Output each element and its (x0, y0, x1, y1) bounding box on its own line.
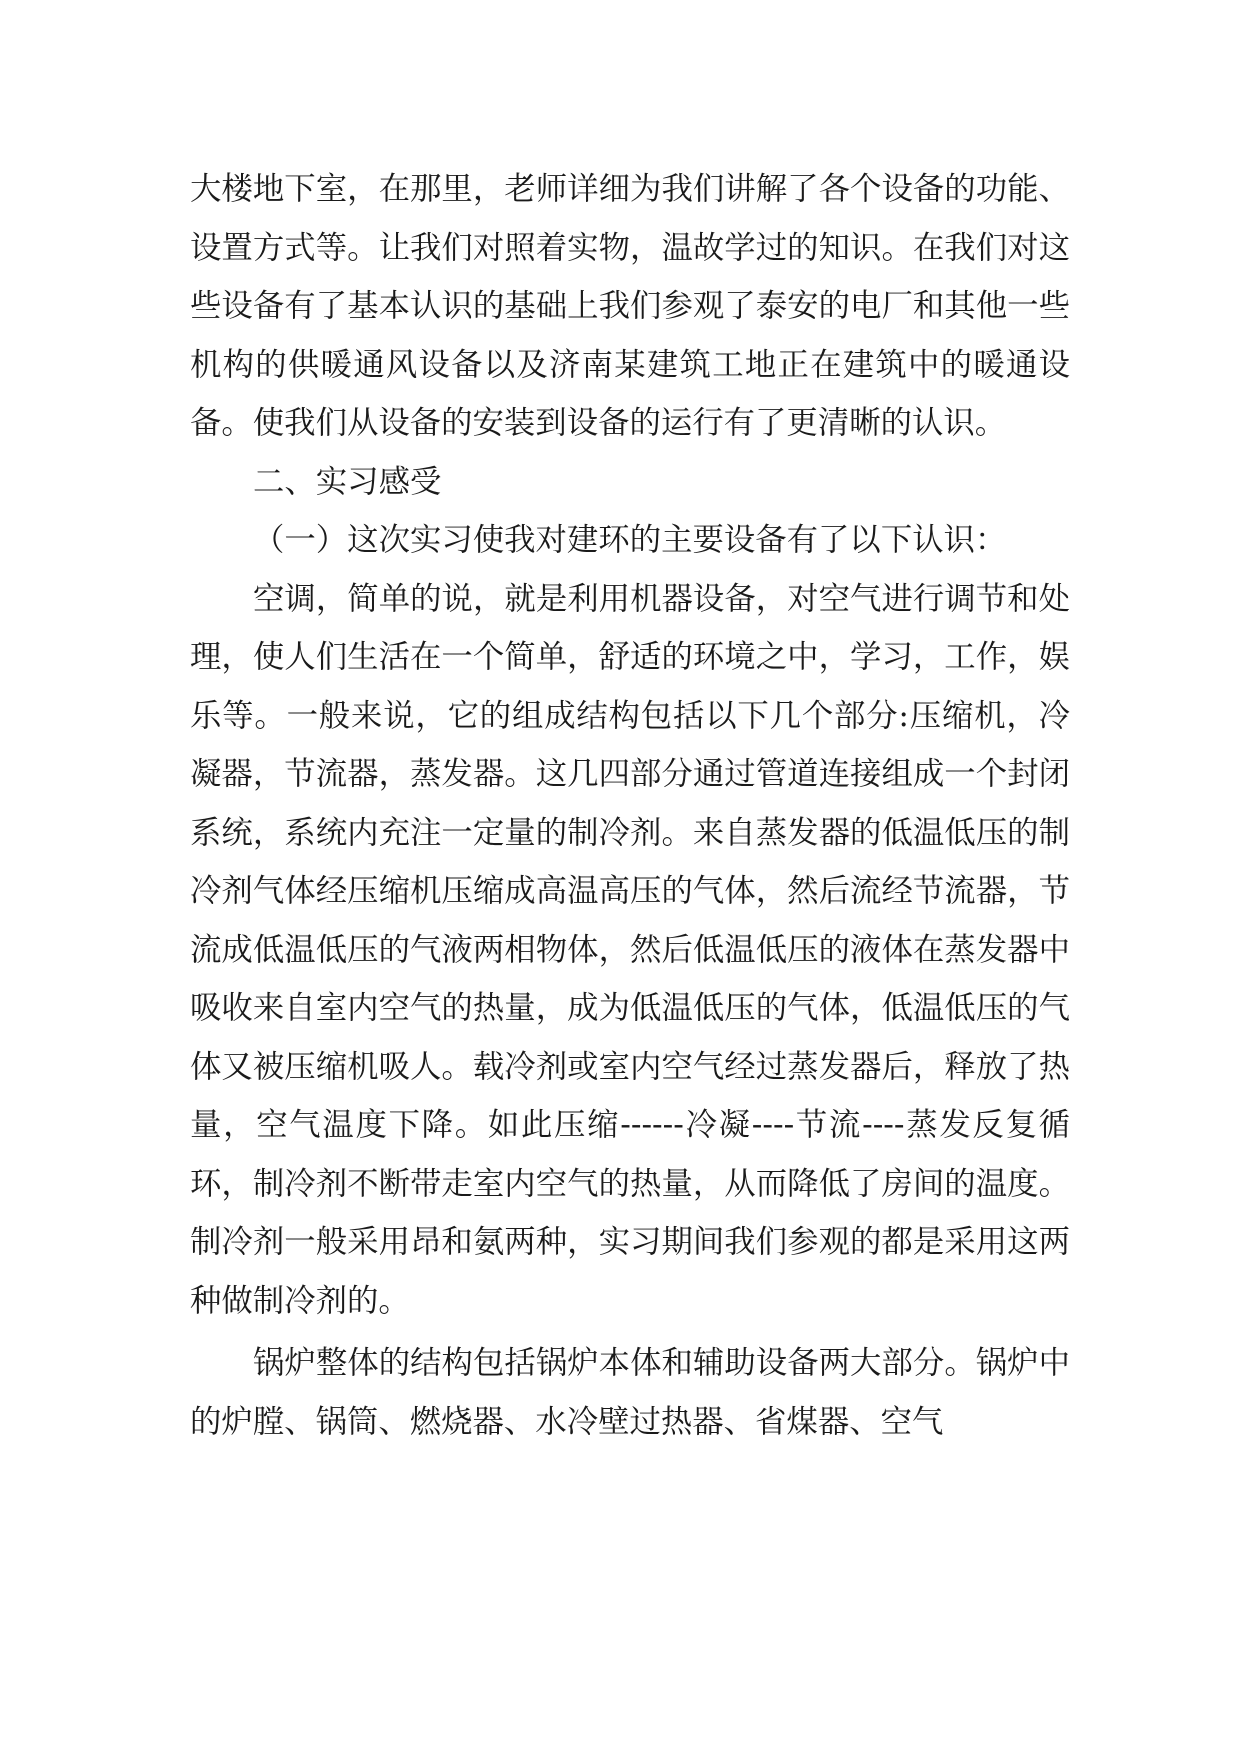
paragraph-air-conditioning: 空调，简单的说，就是利用机器设备，对空气进行调节和处理，使人们生活在一个简单，舒适的环境之中，学习，工作，娱乐等。一般来说，它的组成结构包括以下几个部分:压缩机，冷凝器，节流器，蒸发器。这几四部分通过管道连接组成一个封闭系统，系统内充注一定量的制冷剂。来自蒸发器的低温低压的制冷剂气体经压缩机压缩成高温高压的气体，然后流经节流器，节流成低温低压的气液两相物体，然后低温低压的液体在蒸发器中吸收来自室内空气的热量，成为低温低压的气体，低温低压的气体又被压缩机吸人。载冷剂或室内空气经过蒸发器后，释放了热量，空气温度下降。如此压缩------冷凝----节流----蒸发反复循环，制冷剂不断带走室内空气的热量，从而降低了房间的温度。制冷剂一般采用昂和氨两种，实习期间我们参观的都是采用这两种做制冷剂的。 (190, 580, 1070, 1319)
section-heading: 二、实习感受 (253, 463, 442, 500)
subsection-heading: （一）这次实习使我对建环的主要设备有了以下认识： (253, 522, 1007, 558)
body-text (190, 160, 1070, 1451)
paragraph-boiler: 锅炉整体的结构包括锅炉本体和辅助设备两大部分。锅炉中的炉膛、锅筒、燃烧器、水冷壁过热器、省煤器、空气 (190, 1345, 1070, 1440)
paragraph-continuation: 大楼地下室，在那里，老师详细为我们讲解了各个设备的功能、设置方式等。让我们对照着实物，温故学过的知识。在我们对这些设备有了基本认识的基础上我们参观了泰安的电厂和其他一些机构的供暖通风设备以及济南某建筑工地正在建筑中的暖通设备。使我们从设备的安装到设备的运行有了更清晰的认识。 (190, 171, 1070, 441)
